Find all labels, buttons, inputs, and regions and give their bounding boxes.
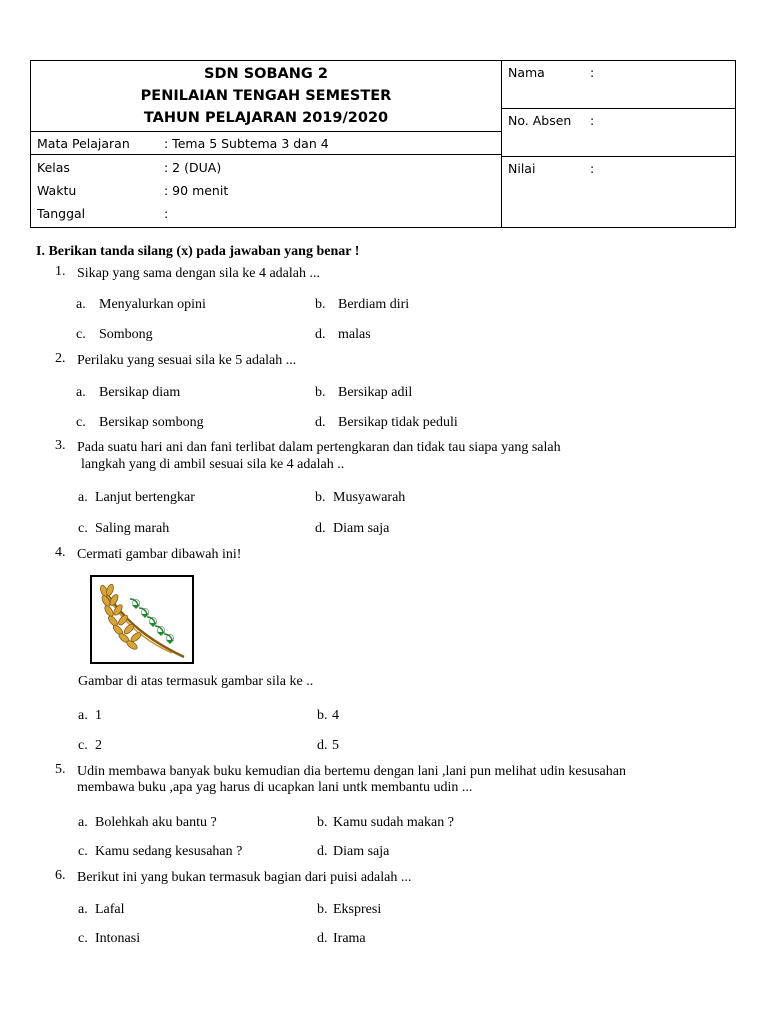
score-field[interactable] bbox=[502, 157, 735, 227]
option-label: d. bbox=[315, 521, 326, 536]
score-label: Nilai bbox=[508, 161, 536, 176]
header-right bbox=[502, 61, 735, 227]
option-label: c. bbox=[78, 738, 88, 753]
option-text: 2 bbox=[95, 738, 102, 753]
option-text: Menyalurkan opini bbox=[99, 297, 206, 312]
absen-label: No. Absen bbox=[508, 113, 572, 128]
option-label: b. bbox=[317, 815, 328, 830]
info-key: Mata Pelajaran bbox=[37, 136, 130, 151]
info-row-class bbox=[31, 156, 501, 178]
info-row-time bbox=[31, 179, 501, 201]
option-label: b. bbox=[315, 297, 326, 312]
rice-cotton-image bbox=[90, 575, 194, 664]
question-text: Cermati gambar dibawah ini! bbox=[77, 547, 242, 562]
option-label: d. bbox=[315, 327, 326, 342]
option-text: Bersikap diam bbox=[99, 385, 181, 400]
option-label: d. bbox=[315, 415, 326, 430]
question-text: Pada suatu hari ani dan fani terlibat dalam pertengkaran dan tidak tau siapa yang salah bbox=[77, 440, 561, 455]
option-label: c. bbox=[78, 844, 88, 859]
absen-colon: : bbox=[590, 113, 595, 128]
info-value: : bbox=[164, 206, 169, 221]
option-label: d. bbox=[317, 931, 328, 946]
question-text: Udin membawa banyak buku kemudian dia bertemu dengan lani ,lani pun melihat udin kesusahan bbox=[77, 764, 626, 779]
option-text: Diam saja bbox=[333, 521, 390, 536]
option-text: Lanjut bertengkar bbox=[95, 490, 195, 505]
name-colon: : bbox=[590, 65, 595, 80]
question-number: 3. bbox=[55, 438, 66, 453]
option-text: Saling marah bbox=[95, 521, 170, 536]
option-label: b. bbox=[315, 385, 326, 400]
exam-name: PENILAIAN TENGAH SEMESTER bbox=[140, 88, 392, 104]
option-text: Musyawarah bbox=[333, 490, 406, 505]
info-row-date bbox=[31, 202, 501, 224]
option-text: Irama bbox=[333, 931, 366, 946]
question-4-followup: Gambar di atas termasuk gambar sila ke .. bbox=[78, 674, 314, 689]
score-colon: : bbox=[590, 161, 595, 176]
option-text: Diam saja bbox=[333, 844, 390, 859]
option-text: Ekspresi bbox=[333, 902, 382, 917]
option-label: a. bbox=[78, 708, 88, 723]
section-heading: I. Berikan tanda silang (x) pada jawaban yang benar ! bbox=[36, 244, 360, 259]
info-value: : Tema 5 Subtema 3 dan 4 bbox=[164, 136, 329, 151]
option-label: a. bbox=[76, 385, 86, 400]
info-row-subject bbox=[31, 132, 501, 155]
option-text: 5 bbox=[332, 738, 339, 753]
question-number: 6. bbox=[55, 868, 66, 883]
question-number: 1. bbox=[55, 264, 66, 279]
option-label: a. bbox=[78, 490, 88, 505]
absen-field[interactable] bbox=[502, 109, 735, 157]
info-key: Kelas bbox=[37, 160, 70, 175]
question-text: Perilaku yang sesuai sila ke 5 adalah ... bbox=[77, 353, 297, 368]
option-text: Bersikap sombong bbox=[99, 415, 204, 430]
school-name: SDN SOBANG 2 bbox=[204, 66, 328, 82]
option-text: Intonasi bbox=[95, 931, 141, 946]
option-text: Bersikap tidak peduli bbox=[338, 415, 458, 430]
rice-cotton-icon bbox=[92, 577, 192, 662]
question-text: Sikap yang sama dengan sila ke 4 adalah ... bbox=[77, 266, 320, 281]
option-label: d. bbox=[317, 738, 328, 753]
option-text: Bolehkah aku bantu ? bbox=[95, 815, 217, 830]
option-text: malas bbox=[338, 327, 371, 342]
question-number: 2. bbox=[55, 351, 66, 366]
question-number: 5. bbox=[55, 762, 66, 777]
option-text: Berdiam diri bbox=[338, 297, 410, 312]
option-label: c. bbox=[78, 931, 88, 946]
option-label: b. bbox=[317, 902, 328, 917]
option-label: c. bbox=[78, 521, 88, 536]
option-label: c. bbox=[76, 327, 86, 342]
name-field[interactable] bbox=[502, 61, 735, 109]
academic-year: TAHUN PELAJARAN 2019/2020 bbox=[143, 110, 389, 126]
option-label: b. bbox=[315, 490, 326, 505]
option-label: c. bbox=[76, 415, 86, 430]
option-text: Lafal bbox=[95, 902, 125, 917]
question-number: 4. bbox=[55, 545, 66, 560]
option-text: Kamu sedang kesusahan ? bbox=[95, 844, 243, 859]
info-key: Waktu bbox=[37, 183, 77, 198]
name-label: Nama bbox=[508, 65, 545, 80]
option-text: Bersikap adil bbox=[338, 385, 413, 400]
question-5-line-2: membawa buku ,apa yag harus di ucapkan lani untk membantu udin ... bbox=[77, 780, 473, 795]
header-table bbox=[30, 60, 736, 228]
header-left bbox=[31, 61, 502, 227]
option-label: a. bbox=[78, 815, 88, 830]
question-text: Berikut ini yang bukan termasuk bagian dari puisi adalah ... bbox=[77, 870, 412, 885]
option-text: 1 bbox=[95, 708, 102, 723]
option-text: 4 bbox=[332, 708, 339, 723]
option-label: b. bbox=[317, 708, 328, 723]
question-3-line-2: langkah yang di ambil sesuai sila ke 4 adalah .. bbox=[81, 457, 345, 472]
title-area bbox=[31, 61, 501, 132]
info-key: Tanggal bbox=[37, 206, 86, 221]
option-label: d. bbox=[317, 844, 328, 859]
info-value: : 2 (DUA) bbox=[164, 160, 222, 175]
option-text: Kamu sudah makan ? bbox=[333, 815, 454, 830]
info-value: : 90 menit bbox=[164, 183, 229, 198]
option-text: Sombong bbox=[99, 327, 153, 342]
option-label: a. bbox=[76, 297, 86, 312]
option-label: a. bbox=[78, 902, 88, 917]
